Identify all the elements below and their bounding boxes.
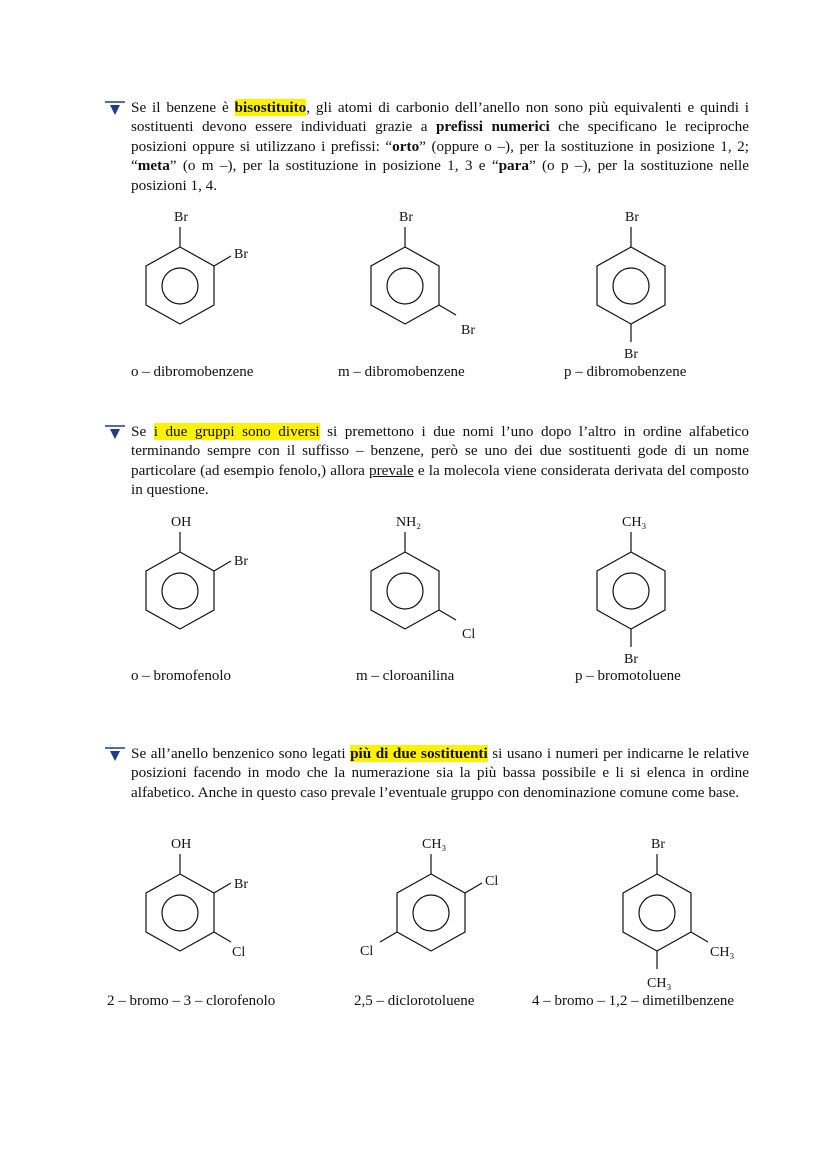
paragraph-piu-sostituenti: Se all’anello benzenico sono legati più di due sostituenti si usano i numeri per indicarne le relative posizioni facendo in modo che la numerazione sia la più bassa possibile e li si elenca in ordine alfabetico. Anche in questo caso prevale l’eventuale gruppo con denominazione comune come base. — [131, 745, 750, 801]
molecule-name: 2 – bromo – 3 – clorofenolo — [107, 993, 276, 1009]
bullet-arrow-icon — [104, 744, 126, 762]
m-cloroanilina-structure — [360, 509, 490, 649]
atom-label: Br — [624, 347, 638, 362]
atom-label: CH₃ — [647, 976, 672, 991]
atom-label: CH₃ — [622, 515, 647, 530]
atom-label: CH₃ — [710, 945, 735, 960]
molecule-name: o – dibromobenzene — [131, 364, 254, 380]
o-bromofenolo-structure — [135, 509, 265, 649]
atom-label: Cl — [360, 944, 374, 959]
atom-label: Cl — [485, 874, 499, 889]
molecule-name: 2,5 – diclorotoluene — [354, 993, 475, 1009]
molecule-name: 4 – bromo – 1,2 – dimetilbenzene — [532, 993, 735, 1009]
atom-label: Br — [234, 554, 248, 569]
atom-label: Cl — [232, 945, 246, 960]
4-bromo-1,2-dimetilbenzene-structure — [611, 831, 751, 996]
atom-label: OH — [171, 515, 192, 530]
molecule-name: o – bromofenolo — [131, 668, 231, 684]
bullet-arrow-icon — [104, 422, 126, 440]
p-bromotoluene-structure — [586, 509, 716, 669]
atom-label: Br — [651, 837, 665, 852]
molecule-name: p – dibromobenzene — [564, 364, 687, 380]
atom-label: Br — [234, 877, 248, 892]
paragraph-gruppi-diversi: Se i due gruppi sono diversi si premettono i due nomi l’uno dopo l’altro in ordine alfabetico terminando sempre con il suffisso – benzene, però se uno dei due sostituenti gode di un nome particolare (ad esempio fenolo,) allora prevale e la molecola viene considerata derivata del composto in questione. — [131, 423, 750, 499]
atom-label: Br — [625, 210, 639, 225]
m-dibromobenzene-structure — [360, 204, 490, 344]
atom-label: Cl — [462, 627, 476, 642]
atom-label: NH₂ — [396, 515, 422, 530]
atom-label: CH₃ — [422, 837, 447, 852]
highlight-bisostituito: bisostituito — [234, 99, 307, 116]
atom-label: Br — [624, 652, 638, 667]
paragraph-bisostituito: Se il benzene è bisostituito, gli atomi di carbonio dell’anello non sono più equivalenti e quindi i sostituenti devono essere individuati grazie a prefissi numerici che specificano le reciproche posizioni oppure si utilizzano i prefissi: “orto” (oppure o –), per la sostituzione in posizione 1, 2; “meta” (o m –), per la sostituzione in posizione 1, 3 e “para” (o p –), per la sostituzione nelle posizioni 1, 4. — [131, 99, 749, 194]
molecule-name: m – cloroanilina — [356, 668, 455, 684]
highlight-gruppi-diversi: i due gruppi sono diversi — [153, 423, 320, 440]
o-dibromobenzene-structure — [135, 204, 265, 344]
2-bromo-3-clorofenolo-structure — [135, 831, 265, 971]
atom-label: Br — [174, 210, 188, 225]
atom-label: Br — [399, 210, 413, 225]
molecule-name: p – bromotoluene — [575, 668, 681, 684]
atom-label: Br — [234, 247, 248, 262]
atom-label: Br — [461, 323, 475, 338]
bullet-arrow-icon — [104, 98, 126, 116]
2,5-diclorotoluene-structure — [355, 831, 515, 971]
molecule-name: m – dibromobenzene — [338, 364, 465, 380]
p-dibromobenzene-structure — [586, 204, 716, 364]
atom-label: OH — [171, 837, 192, 852]
highlight-piu-sostituenti: più di due sostituenti — [350, 745, 488, 762]
